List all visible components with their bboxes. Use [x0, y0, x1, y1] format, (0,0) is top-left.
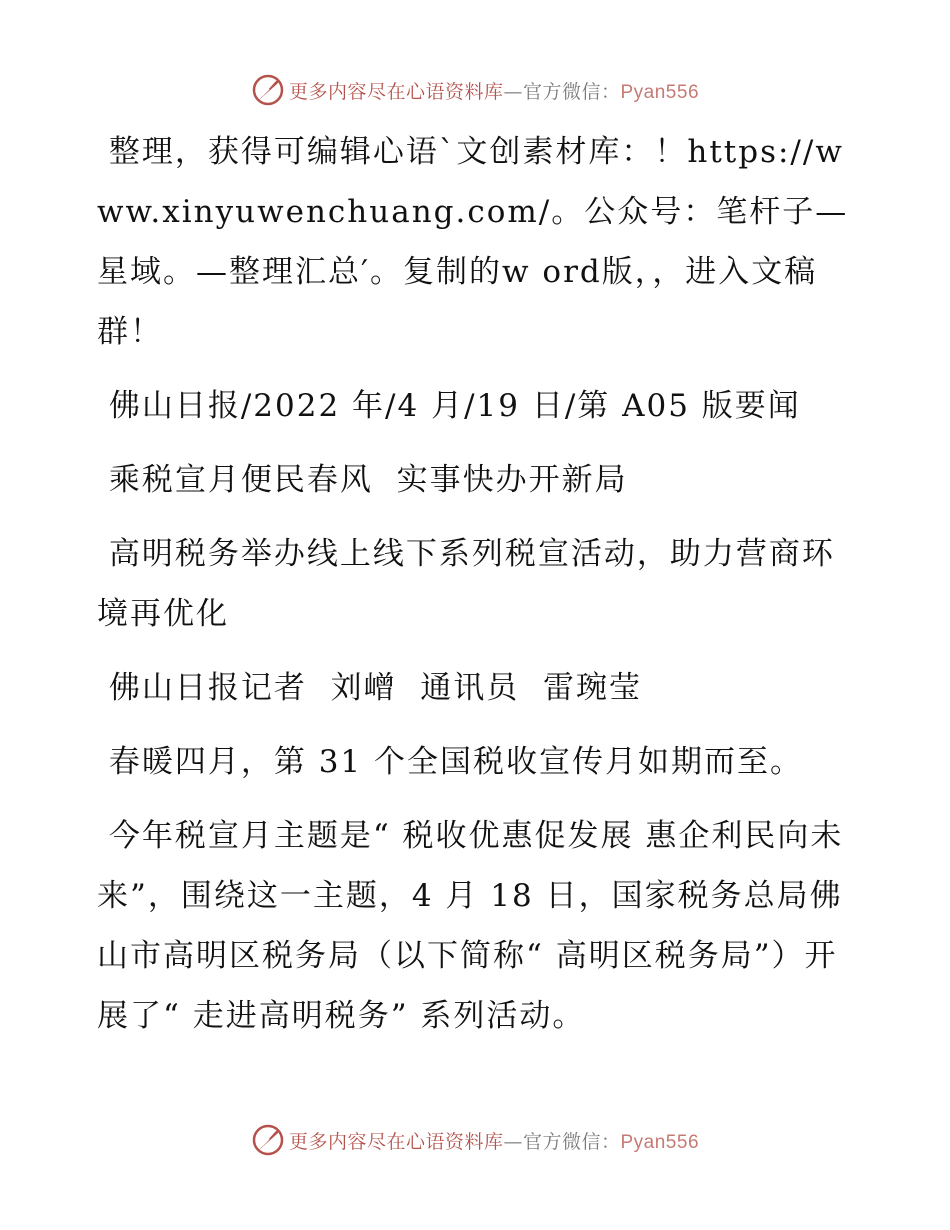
body-paragraph: 今年税宣月主题是“ 税收优惠促发展 惠企利民向未来”，围绕这一主题，4 月 18 日，国家税务总局佛山市高明区税务局（以下简称“ 高明区税务局”）开展了“ 走进高明税务” 系列活动。: [97, 818, 844, 1034]
intro-paragraph: 整理，获得可编辑心语`文创素材库：！https://www.xinyuwenchuang.com/。公众号：笔杆子—星域。—整理汇总′。复制的w ord版，，进入文稿群！: [97, 134, 849, 350]
feather-pen-logo-icon: [251, 73, 285, 107]
feather-pen-logo-icon: [251, 1123, 285, 1157]
document-body: [97, 122, 867, 1060]
footer-watermark: [0, 1120, 950, 1160]
watermark-text: 更多内容尽在心语资料库—官方微信：Pyan556: [288, 80, 700, 103]
article-subtitle: 高明税务举办线上线下系列税宣活动，助力营商环境再优化: [97, 536, 835, 632]
source-line: 佛山日报/2022 年/4 月/19 日/第 A05 版要闻: [97, 388, 801, 424]
header-watermark: [0, 70, 950, 110]
body-paragraph: 春暖四月，第 31 个全国税收宣传月如期而至。: [97, 744, 804, 780]
article-title: 乘税宣月便民春风 实事快办开新局: [97, 462, 628, 498]
byline: 佛山日报记者 刘嶒 通讯员 雷琬莹: [97, 670, 642, 706]
watermark-text: 更多内容尽在心语资料库—官方微信：Pyan556: [288, 1130, 700, 1153]
